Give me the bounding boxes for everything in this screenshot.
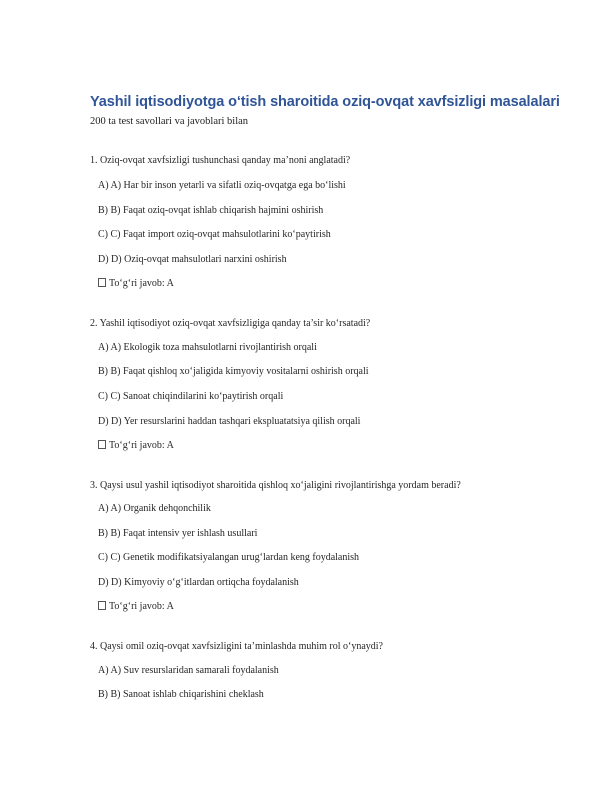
document-title: Yashil iqtisodiyotga o‘tish sharoitida oziq-ovqat xavfsizligi masalalari	[90, 94, 560, 110]
question-3-text: 3. Qaysi usul yashil iqtisodiyot sharoitida qishloq xo‘jaligini rivojlantirishga yordam beradi?	[90, 480, 461, 491]
question-1-answer	[98, 278, 174, 289]
question-3-answer-label: To‘g‘ri javob: A	[109, 601, 174, 612]
question-2-option-d: D) D) Yer resurslarini haddan tashqari ekspluatatsiya qilish orqali	[98, 416, 361, 427]
question-4-option-a: A) A) Suv resurslaridan samarali foydalanish	[98, 665, 279, 676]
checkbox-icon	[98, 440, 106, 449]
question-1-option-b: B) B) Faqat oziq-ovqat ishlab chiqarish hajmini oshirish	[98, 205, 324, 216]
question-3-option-b: B) B) Faqat intensiv yer ishlash usullari	[98, 528, 258, 539]
document-subtitle: 200 ta test savollari va javoblari bilan	[90, 116, 249, 127]
question-2-option-a: A) A) Ekologik toza mahsulotlarni rivojlantirish orqali	[98, 342, 317, 353]
question-4-option-b: B) B) Sanoat ishlab chiqarishini cheklash	[98, 689, 264, 700]
question-3-answer	[98, 601, 174, 612]
question-3-option-d: D) D) Kimyoviy o‘g‘itlardan ortiqcha foydalanish	[98, 577, 299, 588]
question-2-option-c: C) C) Sanoat chiqindilarini ko‘paytirish orqali	[98, 391, 284, 402]
question-1-option-c: C) C) Faqat import oziq-ovqat mahsulotlarini ko‘paytirish	[98, 229, 331, 240]
question-1-text: 1. Oziq-ovqat xavfsizligi tushunchasi qanday ma’noni anglatadi?	[90, 155, 351, 166]
question-3-option-c: C) C) Genetik modifikatsiyalangan urug‘lardan keng foydalanish	[98, 552, 360, 563]
question-2-option-b: B) B) Faqat qishloq xo‘jaligida kimyoviy vositalarni oshirish orqali	[98, 366, 369, 377]
question-4-text: 4. Qaysi omil oziq-ovqat xavfsizligini ta’minlashda muhim rol o‘ynaydi?	[90, 641, 383, 652]
checkbox-icon	[98, 278, 106, 287]
question-1-answer-label: To‘g‘ri javob: A	[109, 278, 174, 289]
question-1-option-d: D) D) Oziq-ovqat mahsulotlari narxini oshirish	[98, 254, 287, 265]
checkbox-icon	[98, 601, 106, 610]
question-2-answer	[98, 440, 174, 451]
question-2-answer-label: To‘g‘ri javob: A	[109, 440, 174, 451]
question-3-option-a: A) A) Organik dehqonchilik	[98, 503, 211, 514]
question-1-option-a: A) A) Har bir inson yetarli va sifatli oziq-ovqatga ega bo‘lishi	[98, 180, 346, 191]
question-2-text: 2. Yashil iqtisodiyot oziq-ovqat xavfsizligiga qanday ta’sir ko‘rsatadi?	[90, 318, 371, 329]
